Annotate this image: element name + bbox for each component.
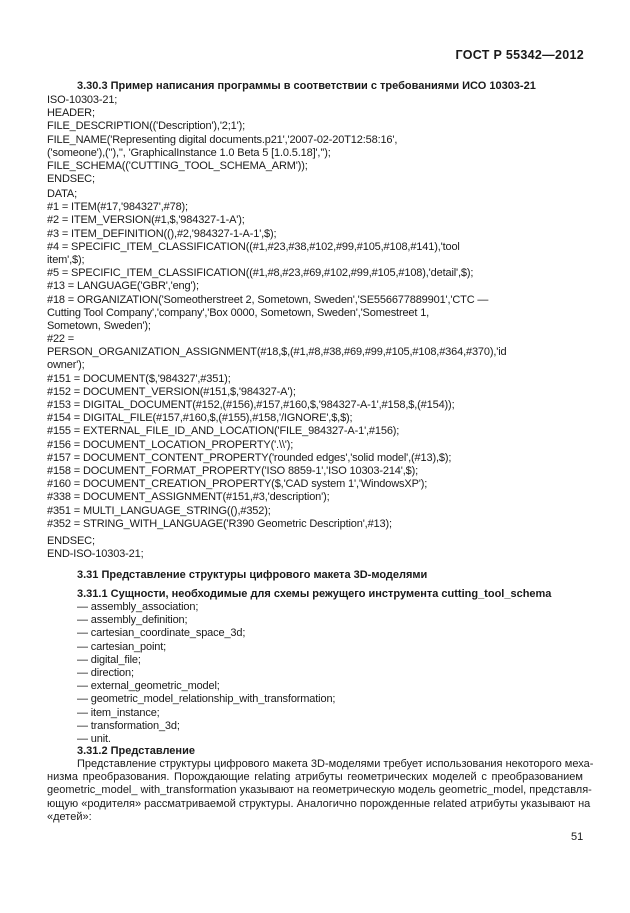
list-item: — direction;: [77, 666, 134, 679]
code-line: ENDSEC;: [47, 173, 95, 186]
code-line: #3 = ITEM_DEFINITION((),#2,'984327-1-A-1',$);: [47, 227, 277, 240]
code-line: PERSON_ORGANIZATION_ASSIGNMENT(#18,$,(#1,#8,#38,#69,#99,#105,#108,#364,#370),'id: [47, 346, 507, 359]
paragraph-line: низма преобразования. Порождающие relating атрибуты геометрических моделей с преобразованием: [47, 771, 583, 784]
header-code-block: [47, 94, 397, 186]
code-line: DATA;: [47, 188, 78, 200]
code-line: #1 = ITEM(#17,'984327',#78);: [47, 201, 188, 214]
code-line: #160 = DOCUMENT_CREATION_PROPERTY($,'CAD system 1','WindowsXP');: [47, 478, 428, 491]
section-3-31-1-heading: 3.31.1 Сущности, необходимые для схемы режущего инструмента cutting_tool_schema: [77, 588, 552, 600]
list-item: — geometric_model_relationship_with_transformation;: [77, 693, 336, 706]
paragraph-line: Представление структуры цифрового макета 3D-моделями требует использования некоторого меха-: [77, 758, 594, 770]
code-line: HEADER;: [47, 107, 95, 120]
code-line: ISO-10303-21;: [47, 94, 118, 106]
section-3-31-2-heading: 3.31.2 Представление: [77, 745, 195, 757]
end-code-block: [47, 535, 144, 561]
data-code-block: [47, 188, 506, 531]
paragraph-line: ющую «родителя» рассматриваемой структуры. Аналогично порожденные related атрибуты указывают на: [47, 797, 591, 810]
code-line: FILE_SCHEMA(('CUTTING_TOOL_SCHEMA_ARM'));: [47, 159, 308, 172]
code-line: #152 = DOCUMENT_VERSION(#151,$,'984327-A');: [47, 385, 296, 398]
code-line: #22 =: [47, 333, 75, 346]
code-line: #338 = DOCUMENT_ASSIGNMENT(#151,#3,'description');: [47, 491, 330, 504]
code-line: #155 = EXTERNAL_FILE_ID_AND_LOCATION('FILE_984327-A-1',#156);: [47, 425, 400, 438]
paragraph-line: geometric_model_ with_transformation указывают на геометрическую модель geometric_model, представля-: [47, 784, 592, 797]
section-3-31-heading: 3.31 Представление структуры цифрового макета 3D-моделями: [77, 569, 428, 581]
code-line: #156 = DOCUMENT_LOCATION_PROPERTY('.\\');: [47, 438, 294, 451]
code-line: FILE_DESCRIPTION(('Description'),'2;1');: [47, 120, 245, 133]
page-number: 51: [571, 831, 584, 843]
code-line: FILE_NAME('Representing digital documents.p21','2007-02-20T12:58:16',: [47, 133, 398, 146]
section-3-30-3-heading: 3.30.3 Пример написания программы в соответствии с требованиями ИСО 10303-21: [77, 80, 536, 92]
list-item: — item_instance;: [77, 706, 160, 719]
code-line: #13 = LANGUAGE('GBR','eng');: [47, 280, 199, 293]
code-line: #153 = DIGITAL_DOCUMENT(#152,(#156),#157,#160,$,'984327-A-1',#158,$,(#154));: [47, 399, 455, 411]
list-item: — cartesian_coordinate_space_3d;: [77, 627, 246, 640]
list-item: — digital_file;: [77, 653, 141, 666]
list-item: — assembly_definition;: [77, 614, 188, 627]
paragraph: [47, 758, 594, 824]
code-line: #18 = ORGANIZATION('Someotherstreet 2, Sometown, Sweden','SE556677889901','CTC —: [47, 293, 489, 306]
code-line: #2 = ITEM_VERSION(#1,$,'984327-1-A');: [47, 214, 245, 227]
code-line: #5 = SPECIFIC_ITEM_CLASSIFICATION((#1,#8,#23,#69,#102,#99,#105,#108),'detail',$);: [47, 267, 474, 280]
paragraph-line: «детей»:: [47, 810, 92, 823]
code-line: #157 = DOCUMENT_CONTENT_PROPERTY('rounded edges','solid model',(#13),$);: [47, 451, 452, 464]
code-line: #151 = DOCUMENT($,'984327',#351);: [47, 372, 231, 385]
code-line: Cutting Tool Company','company','Box 0000, Sometown, Sweden','Somestreet 1,: [47, 306, 430, 319]
list-item: — external_geometric_model;: [77, 680, 220, 693]
code-line: item',$);: [47, 253, 85, 266]
code-line: ENDSEC;: [47, 535, 95, 547]
code-line: owner');: [47, 359, 85, 372]
list-item: — assembly_association;: [77, 601, 199, 613]
code-line: ('someone'),(''),'', 'GraphicalInstance 1.0 Beta 5 [1.0.5.18]','');: [47, 146, 331, 159]
code-line: #158 = DOCUMENT_FORMAT_PROPERTY('ISO 8859-1','ISO 10303-214',$);: [47, 464, 419, 477]
list-item: — cartesian_point;: [77, 640, 167, 653]
code-line: #154 = DIGITAL_FILE(#157,#160,$,(#155),#158,'/IGNORE',$,$);: [47, 412, 353, 425]
code-line: #351 = MULTI_LANGUAGE_STRING((),#352);: [47, 504, 271, 517]
code-line: #352 = STRING_WITH_LANGUAGE('R390 Geometric Description',#13);: [47, 517, 392, 530]
code-line: END-ISO-10303-21;: [47, 548, 144, 561]
code-line: #4 = SPECIFIC_ITEM_CLASSIFICATION((#1,#23,#38,#102,#99,#105,#108,#141),'tool: [47, 240, 460, 253]
entity-list: [77, 601, 335, 746]
list-item: — transformation_3d;: [77, 719, 180, 732]
standard-header: ГОСТ Р 55342—2012: [455, 48, 584, 62]
list-item: — unit.: [77, 732, 111, 745]
code-line: Sometown, Sweden');: [47, 319, 151, 332]
